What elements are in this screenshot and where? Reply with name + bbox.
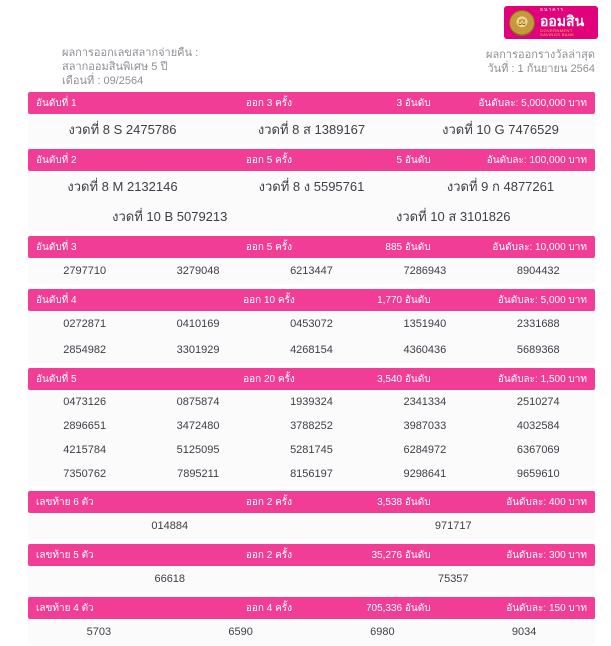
winning-number: 4032584 [516, 420, 560, 432]
winning-number: 8156197 [290, 468, 333, 480]
winning-number: 2341334 [403, 396, 447, 408]
prize-amount-label: อันดับละ: 10,000 บาท [492, 241, 587, 253]
prize-section [28, 368, 595, 486]
winning-number: 2331688 [516, 318, 560, 330]
prize-section-header [28, 544, 595, 566]
winning-numbers-row [28, 171, 595, 201]
winning-numbers-rows [28, 566, 595, 592]
prize-rank-label: เลขท้าย 6 ตัว [36, 496, 94, 508]
logo-bank-name: ออมสิน [540, 13, 585, 29]
winning-number: 2510274 [516, 396, 560, 408]
winning-number: งวดที่ 10 G 7476529 [442, 121, 559, 137]
draw-info-product: สลากออมสินพิเศษ 5 ปี [62, 61, 168, 73]
winning-number: 6590 [228, 626, 253, 638]
prize-section-header [28, 289, 595, 311]
prize-amount-label: อันดับละ: 5,000,000 บาท [478, 97, 587, 109]
winning-numbers-row [28, 513, 595, 539]
prize-count-label: 35,276 อันดับ [371, 549, 431, 561]
prize-amount-label: อันดับละ: 150 บาท [506, 602, 587, 614]
prize-amount-label: อันดับละ: 400 บาท [506, 496, 587, 508]
winning-number: 3987033 [403, 420, 447, 432]
gsb-crest-icon: ⚖ [509, 10, 535, 36]
prize-rank-label: อันดับที่ 5 [36, 373, 77, 385]
draw-info-month: เดือนที่ : 09/2564 [62, 75, 144, 87]
winning-numbers-rows [28, 513, 595, 539]
winning-number: งวดที่ 8 M 2132146 [67, 178, 178, 194]
winning-number: 7895211 [177, 468, 220, 480]
prize-rank-label: อันดับที่ 2 [36, 154, 77, 166]
latest-draw-date: วันที่ : 1 กันยายน 2564 [487, 63, 595, 75]
prize-section-header [28, 368, 595, 390]
prize-amount-label: อันดับละ: 5,000 บาท [497, 294, 587, 306]
prize-count-label: 5 อันดับ [396, 154, 431, 166]
winning-number: 9659610 [516, 468, 560, 480]
winning-number: 1351940 [403, 318, 447, 330]
winning-number: 9298641 [403, 468, 447, 480]
winning-numbers-row [28, 462, 595, 486]
winning-number: 0473126 [63, 396, 107, 408]
winning-number: 5703 [86, 626, 112, 638]
winning-number: 5281745 [290, 444, 333, 456]
winning-number: 6367069 [516, 444, 560, 456]
prize-draws-label: ออก 20 ครั้ง [243, 373, 295, 385]
winning-number: 1939324 [290, 396, 333, 408]
prize-section [28, 236, 595, 284]
winning-numbers-row [28, 258, 595, 284]
winning-numbers-row [28, 390, 595, 414]
winning-number: 014884 [151, 520, 189, 532]
prize-count-label: 705,336 อันดับ [365, 602, 431, 614]
winning-numbers-row [28, 201, 595, 231]
winning-numbers-row [28, 438, 595, 462]
winning-number: 0272871 [63, 318, 107, 330]
prize-count-label: 3,538 อันดับ [377, 496, 431, 508]
draw-info [62, 46, 198, 88]
winning-numbers-rows [28, 619, 595, 645]
winning-number: 8904432 [516, 265, 560, 277]
prize-section [28, 149, 595, 231]
prize-count-label: 3,540 อันดับ [377, 373, 431, 385]
winning-numbers-row [28, 414, 595, 438]
winning-numbers-rows [28, 114, 595, 144]
winning-numbers-rows [28, 171, 595, 231]
prize-section-header [28, 92, 595, 114]
latest-draw-title: ผลการออกรางวัลล่าสุด [486, 49, 595, 61]
winning-number: 3301929 [176, 344, 220, 356]
prize-count-label: 3 อันดับ [396, 97, 431, 109]
winning-number: 2854982 [63, 344, 107, 356]
winning-numbers-row [28, 114, 595, 144]
winning-number: 6213447 [290, 265, 333, 277]
prize-section [28, 289, 595, 363]
prize-section [28, 92, 595, 144]
prize-rank-label: อันดับที่ 4 [36, 294, 77, 306]
winning-number: 3279048 [176, 265, 220, 277]
winning-number: 4360436 [403, 344, 447, 356]
prize-rank-label: เลขท้าย 4 ตัว [36, 602, 94, 614]
prize-draws-label: ออก 10 ครั้ง [243, 294, 295, 306]
winning-numbers-rows [28, 390, 595, 486]
winning-number: 971717 [434, 520, 472, 532]
winning-numbers-row [28, 619, 595, 645]
prize-rank-label: อันดับที่ 3 [36, 241, 77, 253]
winning-numbers-row [28, 311, 595, 337]
prize-draws-label: ออก 3 ครั้ง [245, 97, 293, 109]
winning-number: งวดที่ 8 S 2475786 [68, 121, 177, 137]
prize-draws-label: ออก 5 ครั้ง [245, 241, 293, 253]
prize-draws-label: ออก 2 ครั้ง [245, 549, 293, 561]
winning-number: 0410169 [176, 318, 220, 330]
winning-number: 2797710 [63, 265, 107, 277]
gsb-logo-text [540, 8, 592, 37]
prize-section [28, 597, 595, 645]
prize-section [28, 491, 595, 539]
prize-draws-label: ออก 5 ครั้ง [245, 154, 293, 166]
gsb-logo [504, 6, 598, 39]
winning-number: 9034 [511, 626, 537, 638]
prize-section-header [28, 491, 595, 513]
prize-section-header [28, 597, 595, 619]
prize-section [28, 544, 595, 592]
winning-number: 0875874 [176, 396, 220, 408]
prize-count-label: 1,770 อันดับ [377, 294, 431, 306]
winning-number: 4215784 [63, 444, 107, 456]
winning-number: 7350762 [63, 468, 107, 480]
logo-bank-small: ธนาคาร [540, 7, 565, 13]
prize-rank-label: เลขท้าย 5 ตัว [36, 549, 94, 561]
winning-number: 75357 [437, 573, 469, 585]
winning-number: 7286943 [403, 265, 447, 277]
winning-number: 3472480 [176, 420, 220, 432]
winning-number: 3788252 [290, 420, 333, 432]
winning-number: 6980 [370, 626, 395, 638]
winning-number: 4268154 [290, 344, 333, 356]
winning-number: 6284972 [403, 444, 447, 456]
winning-numbers-rows [28, 311, 595, 363]
prize-amount-label: อันดับละ: 1,500 บาท [497, 373, 587, 385]
prize-draws-label: ออก 2 ครั้ง [245, 496, 293, 508]
winning-number: งวดที่ 9 ก 4877261 [446, 178, 555, 194]
prize-amount-label: อันดับละ: 300 บาท [506, 549, 587, 561]
winning-number: 5689368 [516, 344, 560, 356]
latest-draw-info [486, 48, 595, 76]
winning-number: งวดที่ 8 ส 1389167 [257, 121, 366, 137]
winning-numbers-row [28, 566, 595, 592]
winning-number: งวดที่ 10 B 5079213 [112, 208, 228, 224]
winning-number: งวดที่ 8 ง 5595761 [258, 178, 365, 194]
prize-rank-label: อันดับที่ 1 [36, 97, 77, 109]
prize-draws-label: ออก 4 ครั้ง [245, 602, 293, 614]
winning-number: 5125095 [176, 444, 220, 456]
prize-amount-label: อันดับละ: 100,000 บาท [486, 154, 587, 166]
prize-count-label: 885 อันดับ [385, 241, 431, 253]
winning-number: 2896651 [63, 420, 107, 432]
draw-info-title: ผลการออกเลขสลากจ่ายคืน : [62, 47, 199, 59]
winning-number: 0453072 [290, 318, 333, 330]
winning-number: 66618 [154, 573, 186, 585]
winning-numbers-row [28, 337, 595, 363]
logo-tagline: GOVERNMENT SAVINGS BANK [540, 28, 575, 37]
winning-numbers-rows [28, 258, 595, 284]
prize-section-header [28, 149, 595, 171]
results-list [28, 92, 595, 646]
winning-number: งวดที่ 10 ส 3101826 [396, 208, 511, 224]
prize-section-header [28, 236, 595, 258]
